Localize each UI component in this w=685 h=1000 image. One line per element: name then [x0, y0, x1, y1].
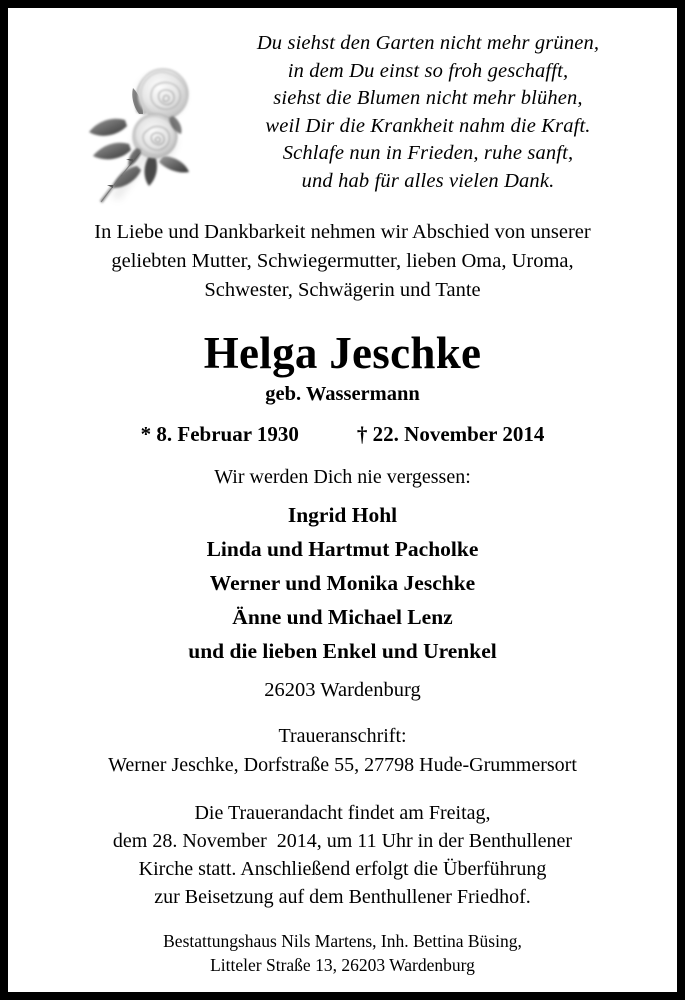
mourning-address-label: Traueranschrift: [278, 725, 407, 747]
poem-line: Du siehst den Garten nicht mehr grünen, [256, 32, 600, 54]
survivors-city: 26203 Wardenburg [264, 679, 421, 701]
service-line: zur Beisetzung auf dem Benthullener Friedhof. [154, 886, 531, 908]
memorial-poem [198, 30, 658, 195]
deceased-maiden-name: geb. Wassermann [265, 383, 420, 405]
rose-icon [63, 36, 198, 206]
header-area [8, 8, 677, 204]
intro-line: In Liebe und Dankbarkeit nehmen wir Abschied von unserer [94, 221, 591, 243]
death-date: † 22. November 2014 [356, 422, 545, 446]
poem-line: in dem Du einst so froh geschafft, [287, 59, 569, 82]
birth-date: * 8. Februar 1930 [140, 422, 299, 446]
funeral-home-line: Litteler Straße 13, 26203 Wardenburg [210, 955, 475, 975]
survivor-line: Änne und Michael Lenz [232, 605, 453, 629]
intro-text [8, 218, 677, 305]
deceased-name: Helga Jeschke [203, 328, 482, 378]
survivor-line: Ingrid Hohl [287, 503, 398, 527]
funeral-home-line: Bestattungshaus Nils Martens, Inh. Bettina Büsing, [163, 931, 522, 951]
mourning-address-value: Werner Jeschke, Dorfstraße 55, 27798 Hude-Grummersort [108, 754, 577, 776]
service-line: Die Trauerandacht findet am Freitag, [194, 802, 491, 824]
service-line: dem 28. November 2014, um 11 Uhr in der Benthullener [112, 830, 573, 852]
life-dates [8, 421, 677, 447]
survivors-list [8, 498, 677, 668]
poem-line: weil Dir die Krankheit nahm die Kraft. [265, 114, 591, 137]
survivor-line: und die lieben Enkel und Urenkel [188, 639, 497, 663]
notice-sheet [8, 8, 677, 992]
intro-line: Schwester, Schwägerin und Tante [204, 279, 481, 301]
poem-line: und hab für alles vielen Dank. [301, 169, 555, 192]
intro-line: geliebten Mutter, Schwiegermutter, lieben Oma, Uroma, [111, 250, 574, 272]
service-line: Kirche statt. Anschließend erfolgt die Überführung [138, 858, 547, 880]
mourning-address [8, 722, 677, 780]
funeral-home-info [8, 929, 677, 977]
service-details [8, 799, 677, 911]
survivor-line: Werner und Monika Jeschke [209, 571, 476, 595]
poem-line: siehst die Blumen nicht mehr blühen, [273, 87, 583, 109]
poem-line: Schlafe nun in Frieden, ruhe sanft, [282, 142, 574, 164]
remembrance-heading: Wir werden Dich nie vergessen: [214, 466, 471, 488]
survivor-line: Linda und Hartmut Pacholke [206, 537, 479, 561]
